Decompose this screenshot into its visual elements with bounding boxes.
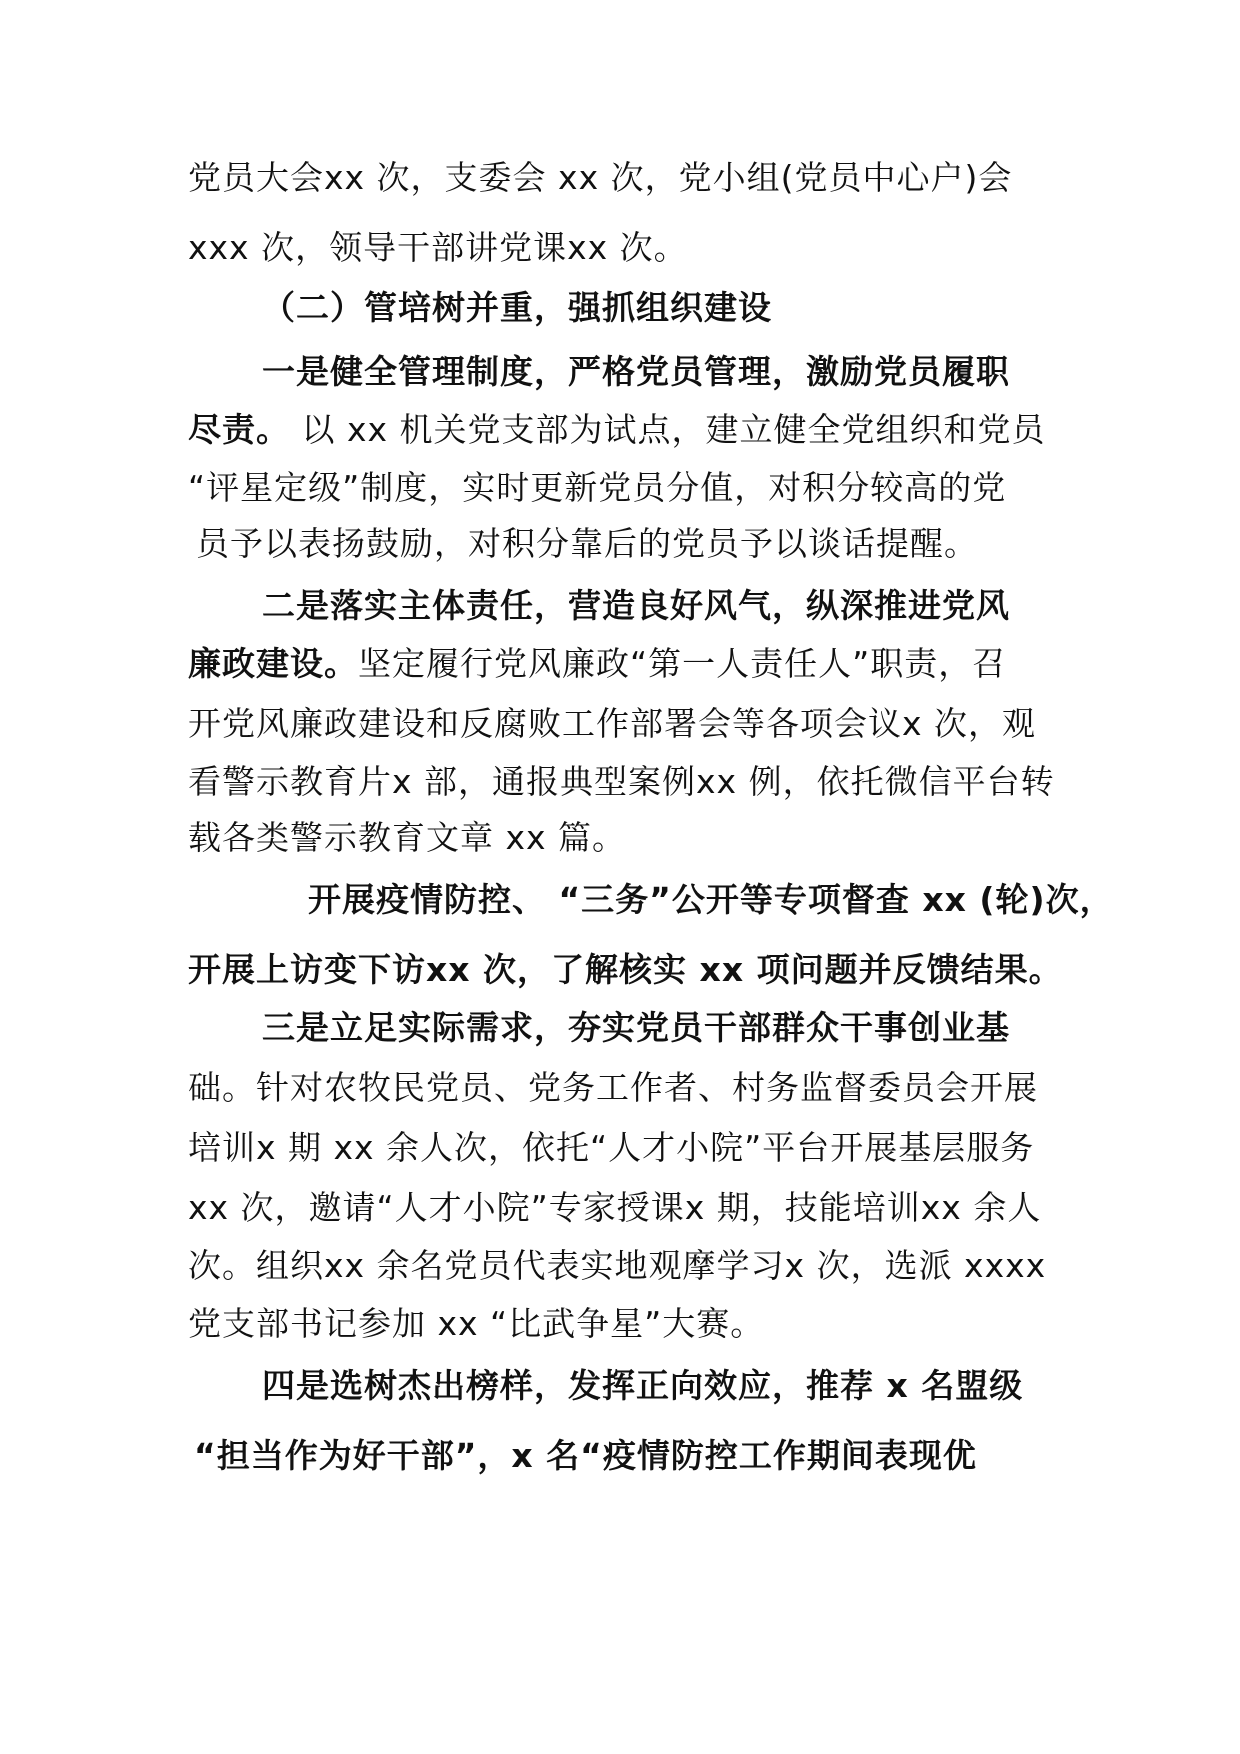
- paragraph-line: 培训x 期 xx 余人次，依托“人才小院”平台开展基层服务: [188, 1128, 1035, 1167]
- line-tail: 技能培训xx 余人: [784, 1188, 1042, 1227]
- paragraph-line: xxx 次，领导干部讲党课xx 次。: [188, 228, 688, 267]
- paragraph-line-bold: 一是健全管理制度，严格党员管理，激励党员履职: [262, 352, 1010, 391]
- paragraph-line: [188, 410, 1046, 450]
- paragraph-line-bold: 开展上访变下访xx 次，了解核实 xx 项问题并反馈结果。: [188, 950, 1063, 989]
- paragraph-line-bold: 开展疫情防控、 “三务”公开等专项督查 xx (轮)次，: [308, 880, 1114, 919]
- line-body: xx 次，邀请“人才小院”专家授课x 期，: [188, 1188, 785, 1227]
- line-body: 以 xx 机关党支部为试点，建立健全党组织和党员: [290, 410, 1046, 449]
- paragraph-line: 党员大会xx 次，支委会 xx 次，党小组(党员中心户)会: [188, 158, 1013, 197]
- lead-phrase: 尽责。: [188, 410, 290, 449]
- line-body: 坚定履行党风廉政“第一人责任人”职责，召: [358, 644, 1007, 683]
- paragraph-line: 次。组织xx 余名党员代表实地观摩学习x 次，选派 xxxx: [188, 1246, 1047, 1285]
- paragraph-line: 看警示教育片x 部，通报典型案例xx 例，依托微信平台转: [188, 762, 1055, 801]
- paragraph-line: “评星定级”制度，实时更新党员分值，对积分较高的党: [188, 468, 1007, 507]
- section-heading: （二）管培树并重，强抓组织建设: [262, 288, 772, 327]
- paragraph-line: [188, 1188, 1041, 1228]
- paragraph-line: 础。针对农牧民党员、党务工作者、村务监督委员会开展: [188, 1068, 1038, 1107]
- lead-phrase: 廉政建设。: [188, 644, 358, 683]
- paragraph-line: 党支部书记参加 xx “比武争星”大赛。: [188, 1304, 765, 1343]
- paragraph-line: 载各类警示教育文章 xx 篇。: [188, 818, 627, 857]
- paragraph-line-bold: “担当作为好干部”，x 名“疫情防控工作期间表现优: [194, 1436, 977, 1475]
- paragraph-line: 开党风廉政建设和反腐败工作部署会等各项会议x 次，观: [188, 704, 1037, 743]
- paragraph-line: 员予以表扬鼓励，对积分靠后的党员予以谈话提醒。: [196, 524, 978, 563]
- paragraph-line-bold: 二是落实主体责任，营造良好风气，纵深推进党风: [262, 586, 1010, 625]
- paragraph-line-bold: 四是选树杰出榜样，发挥正向效应，推荐 x 名盟级: [262, 1366, 1024, 1405]
- paragraph-line: [188, 644, 1006, 684]
- paragraph-line-bold: 三是立足实际需求，夯实党员干部群众干事创业基: [262, 1008, 1010, 1047]
